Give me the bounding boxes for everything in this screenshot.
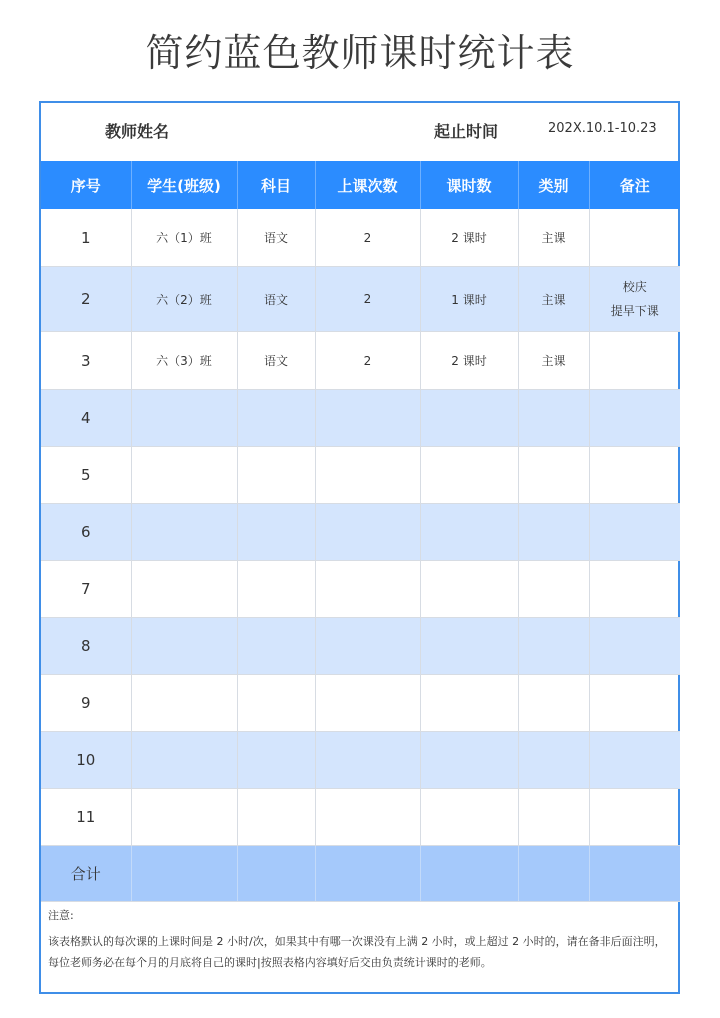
cell-type — [518, 504, 589, 561]
cell-hours — [420, 732, 518, 789]
cell-class — [131, 504, 237, 561]
cell-hours — [420, 504, 518, 561]
cell-subject: 语文 — [237, 267, 315, 332]
cell-no: 2 — [41, 267, 131, 332]
table-row — [41, 209, 680, 267]
timesheet-frame — [39, 101, 680, 994]
cell-times: 2 — [315, 267, 420, 332]
total-cell — [315, 846, 420, 902]
table-row — [41, 332, 680, 390]
cell-hours — [420, 447, 518, 504]
cell-no: 10 — [41, 732, 131, 789]
cell-hours — [420, 675, 518, 732]
cell-hours — [420, 561, 518, 618]
info-row — [41, 103, 678, 161]
cell-times — [315, 390, 420, 447]
table-row — [41, 447, 680, 504]
table-row — [41, 390, 680, 447]
cell-hours — [420, 390, 518, 447]
notes-body: 该表格默认的每次课的上课时间是 2 小时/次，如果其中有哪一次课没有上满 2 小时，或上超过 2 小时的，请在备非后面注明，每位老师务必在每个月的月底将自己的课时|按照表格内容填好后交由负责统计课时的老师。 — [48, 935, 666, 969]
total-row — [41, 846, 680, 902]
cell-class — [131, 732, 237, 789]
cell-note — [589, 789, 680, 846]
cell-hours: 1 课时 — [420, 267, 518, 332]
header-hours: 课时数 — [420, 161, 518, 209]
cell-times: 2 — [315, 209, 420, 267]
table-row — [41, 267, 680, 332]
cell-note — [589, 332, 680, 390]
cell-note — [589, 209, 680, 267]
note-line-2: 提早下课 — [610, 304, 659, 318]
cell-class — [131, 675, 237, 732]
cell-type: 主课 — [518, 209, 589, 267]
table-row — [41, 675, 680, 732]
total-cell — [237, 846, 315, 902]
cell-times — [315, 675, 420, 732]
cell-type — [518, 618, 589, 675]
cell-type — [518, 390, 589, 447]
header-class: 学生(班级) — [131, 161, 237, 209]
cell-note — [589, 561, 680, 618]
cell-no: 6 — [41, 504, 131, 561]
table-row — [41, 504, 680, 561]
cell-class: 六（3）班 — [131, 332, 237, 390]
cell-times — [315, 789, 420, 846]
teacher-name-label: 教师姓名 — [105, 122, 170, 141]
cell-class — [131, 561, 237, 618]
cell-no: 4 — [41, 390, 131, 447]
cell-class: 六（2）班 — [131, 267, 237, 332]
cell-type — [518, 789, 589, 846]
cell-hours: 2 课时 — [420, 332, 518, 390]
header-note: 备注 — [589, 161, 680, 209]
note-line-1: 校庆 — [622, 280, 647, 294]
cell-times — [315, 561, 420, 618]
header-times: 上课次数 — [315, 161, 420, 209]
table-row — [41, 561, 680, 618]
cell-type — [518, 447, 589, 504]
cell-type — [518, 561, 589, 618]
cell-type — [518, 675, 589, 732]
cell-hours — [420, 618, 518, 675]
total-label: 合计 — [41, 846, 131, 902]
cell-type: 主课 — [518, 267, 589, 332]
cell-times — [315, 447, 420, 504]
cell-subject — [237, 789, 315, 846]
cell-note — [589, 390, 680, 447]
cell-no: 8 — [41, 618, 131, 675]
cell-class — [131, 447, 237, 504]
cell-type: 主课 — [518, 332, 589, 390]
cell-type — [518, 732, 589, 789]
cell-hours — [420, 789, 518, 846]
cell-note — [589, 504, 680, 561]
cell-class — [131, 390, 237, 447]
table-row — [41, 789, 680, 846]
cell-subject: 语文 — [237, 209, 315, 267]
cell-times: 2 — [315, 332, 420, 390]
table-row — [41, 732, 680, 789]
header-subject: 科目 — [237, 161, 315, 209]
cell-times — [315, 732, 420, 789]
cell-class — [131, 789, 237, 846]
period-value: 202X.10.1-10.23 — [548, 121, 657, 136]
cell-hours: 2 课时 — [420, 209, 518, 267]
cell-no: 3 — [41, 332, 131, 390]
cell-note — [589, 618, 680, 675]
cell-subject — [237, 504, 315, 561]
notes-heading: 注意: — [48, 909, 74, 922]
page-title: 简约蓝色教师课时统计表 — [145, 31, 575, 75]
hours-table — [41, 161, 680, 902]
cell-no: 9 — [41, 675, 131, 732]
cell-subject — [237, 732, 315, 789]
cell-subject — [237, 675, 315, 732]
cell-note — [589, 267, 680, 332]
cell-no: 7 — [41, 561, 131, 618]
cell-times — [315, 618, 420, 675]
cell-no: 1 — [41, 209, 131, 267]
cell-no: 11 — [41, 789, 131, 846]
total-cell — [420, 846, 518, 902]
cell-no: 5 — [41, 447, 131, 504]
total-cell — [589, 846, 680, 902]
cell-class — [131, 618, 237, 675]
cell-subject — [237, 561, 315, 618]
cell-times — [315, 504, 420, 561]
header-no: 序号 — [41, 161, 131, 209]
period-label: 起止时间 — [434, 122, 499, 141]
total-cell — [131, 846, 237, 902]
cell-subject — [237, 447, 315, 504]
cell-note — [589, 447, 680, 504]
cell-class: 六（1）班 — [131, 209, 237, 267]
total-cell — [518, 846, 589, 902]
cell-note — [589, 732, 680, 789]
table-row — [41, 618, 680, 675]
header-type: 类别 — [518, 161, 589, 209]
cell-subject: 语文 — [237, 332, 315, 390]
cell-subject — [237, 390, 315, 447]
header-row — [41, 161, 680, 209]
notes-section — [48, 907, 674, 973]
cell-subject — [237, 618, 315, 675]
cell-note — [589, 675, 680, 732]
